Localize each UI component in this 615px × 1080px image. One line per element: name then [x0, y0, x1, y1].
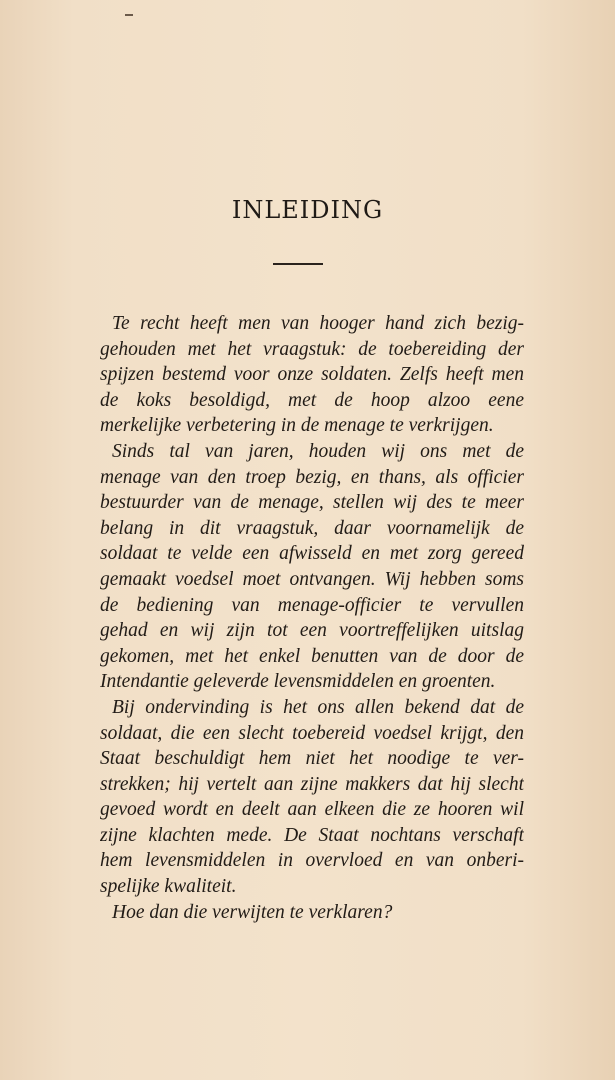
- text-line: Bij ondervinding is het ons allen bekend dat de: [112, 696, 524, 718]
- text-line: soldaat te velde een afwisseld en met zorg gereed: [100, 543, 524, 565]
- text-line: hem levensmiddelen in overvloed en van onberi-: [100, 850, 524, 872]
- text-line: Sinds tal van jaren, houden wij ons met de: [112, 440, 524, 462]
- text-line: Hoe dan die verwijten te verklaren?: [112, 901, 393, 923]
- text-line: spelijke kwaliteit.: [100, 876, 237, 898]
- body-text: [100, 311, 524, 925]
- text-line: gevoed wordt en deelt aan elkeen die ze hooren wil: [100, 799, 524, 821]
- text-line: belang in dit vraagstuk, daar voornamelijk de: [100, 517, 524, 539]
- page-title: INLEIDING: [231, 196, 384, 224]
- text-line: de bediening van menage-officier te vervullen: [100, 594, 524, 616]
- text-line: de koks besoldigd, met de hoop alzoo eene: [100, 389, 524, 411]
- text-line: spijzen bestemd voor onze soldaten. Zelfs heeft men: [100, 364, 524, 386]
- text-line: gemaakt voedsel moet ontvangen. Wij hebben soms: [100, 568, 524, 590]
- text-line: gehad en wij zijn tot een voortreffelijken uitslag: [100, 620, 524, 642]
- text-line: gehouden met het vraagstuk: de toebereiding der: [100, 338, 524, 360]
- text-line: merkelijke verbetering in de menage te verkrijgen.: [100, 415, 494, 437]
- ink-mark: [125, 14, 133, 16]
- text-line: soldaat, die een slecht toebereid voedsel krijgt, den: [100, 722, 524, 744]
- text-line: bestuurder van de menage, stellen wij des te meer: [100, 492, 524, 514]
- text-line: gekomen, met het enkel benutten van de door de: [100, 645, 524, 667]
- text-line: Intendantie geleverde levensmiddelen en groenten.: [100, 671, 496, 693]
- title-rule: [273, 263, 323, 265]
- text-line: menage van den troep bezig, en thans, als officier: [100, 466, 524, 488]
- text-line: strekken; hij vertelt aan zijne makkers dat hij slecht: [100, 773, 524, 795]
- text-line: zijne klachten mede. De Staat nochtans verschaft: [100, 824, 524, 846]
- text-line: Te recht heeft men van hooger hand zich bezig-: [112, 313, 524, 334]
- text-line: Staat beschuldigt hem niet het noodige te ver-: [100, 748, 524, 770]
